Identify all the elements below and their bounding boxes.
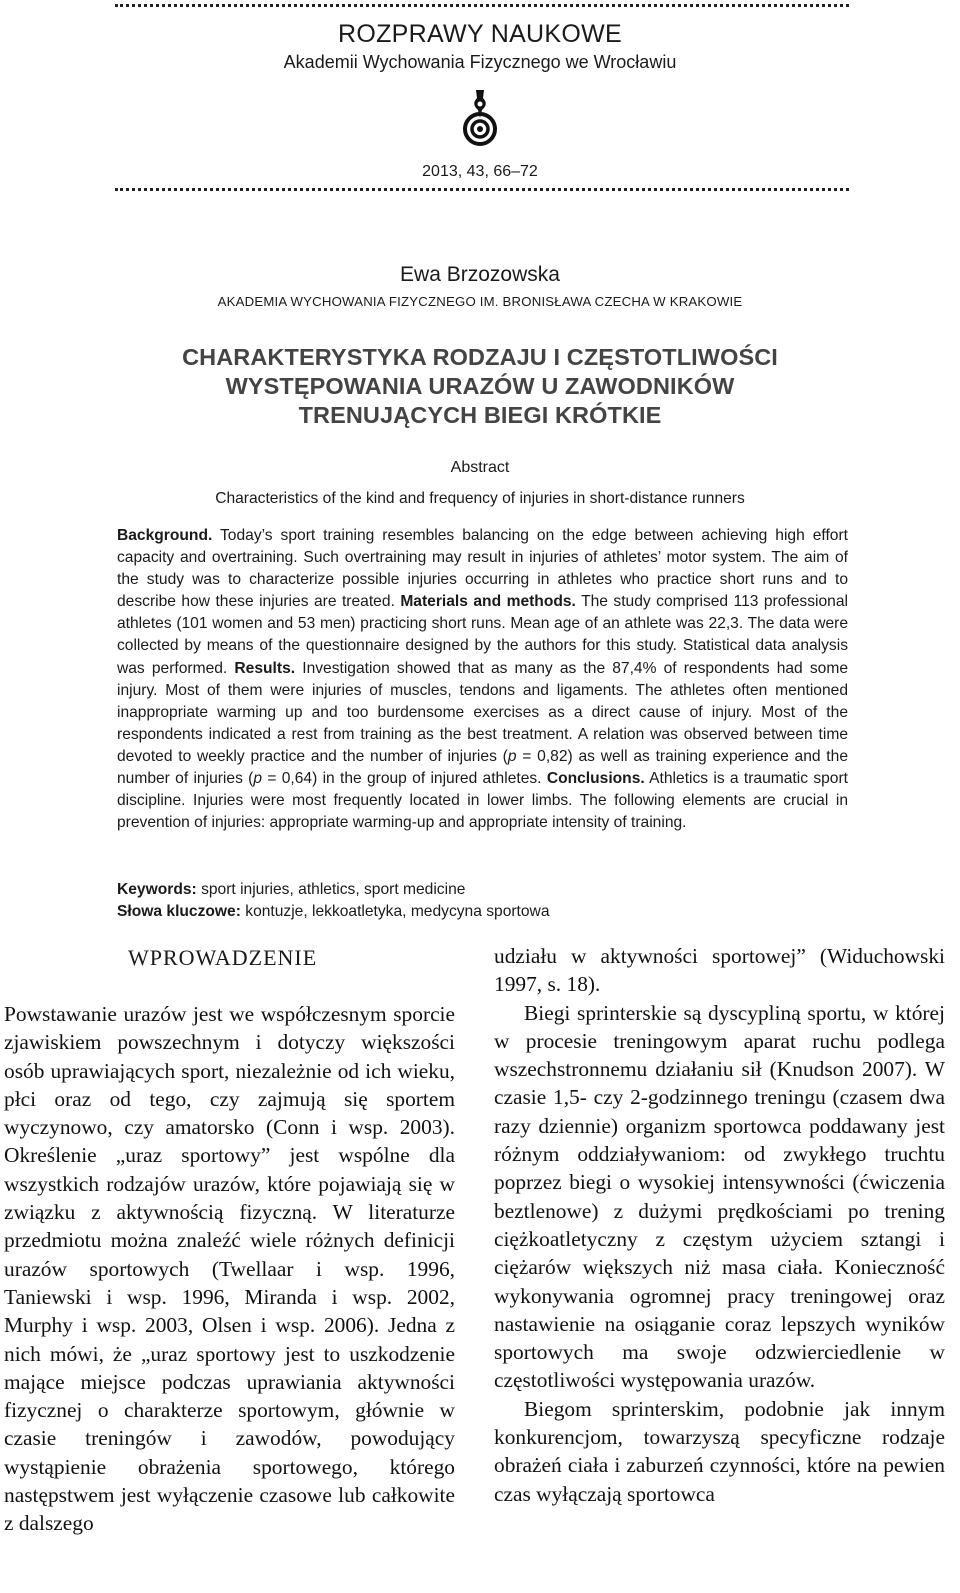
conclusions-label: Conclusions. xyxy=(546,770,645,788)
results-text-part: Investigation showed that as many as the 87,4% of respondents had some injury. Most of them were injuries of muscles, tendons and ligaments. The athletes often mentioned inappropriate warming up and too burdensome exercises as a direct cause of injury. Most of the respondents indicated a rest from training as the best treatment. A relation was observed between time devoted to weekly practice and the number of injuries ( xyxy=(117,659,848,765)
article-title xyxy=(0,343,960,430)
author-affiliation: AKADEMIA WYCHOWANIA FIZYCZNEGO IM. BRONISŁAWA CZECHA W KRAKOWIE xyxy=(217,294,743,309)
keywords-text: sport injuries, athletics, sport medicine xyxy=(201,881,466,898)
p-value-symbol: p xyxy=(507,747,517,765)
p-value-symbol: p xyxy=(253,770,263,788)
body-paragraph: Biegom sprinterskim, podobnie jak innym konkurencjom, towarzyszą specyficzne rodzaje obrażeń ciała i zaburzeń czynności, które na pewien czas wyłączają sportowca xyxy=(494,1396,945,1506)
journal-logo-icon xyxy=(460,88,500,148)
results-label: Results. xyxy=(234,659,296,677)
conclusions-text: Athletics is a traumatic sport discipline. Injuries were most frequently located in lower limbs. The following elements are crucial in prevention of injuries: appropriate warming-up and appropriate intensity of training. xyxy=(117,770,848,832)
keywords-line xyxy=(117,881,465,899)
volume-info: 2013, 43, 66–72 xyxy=(422,163,538,180)
body-paragraph: Powstawanie urazów jest we współczesnym sporcie zjawiskiem powszechnym i dotyczy większości osób uprawiających sport, niezależnie od ich wieku, płci oraz od tego, czy zajmują się sportem wyczynowo, czy amatorsko (Conn i wsp. 2003). Określenie „uraz sportowy” jest wspólne dla wszystkich rodzajów urazów, które pojawiają się w związku z aktywnością fizyczną. W literaturze przedmiotu można znaleźć wiele różnych definicji urazów sportowych (Twellaar i wsp. 1996, Taniewski i wsp. 1996, Miranda i wsp. 2002, Murphy i wsp. 2003, Olsen i wsp. 2006). Jedna z nich mówi, że „uraz sportowy jest to uszkodzenie mające miejsce podczas uprawiania aktywności fizycznej o charakterze sportowym, głównie w czasie treningów i zawodów, powodujący wystąpienie obrażenia sportowego, którego następstwem jest wyłączenie czasowe lub całkowite z dalszego xyxy=(4,1002,455,1536)
section-heading: WPROWADZENIE xyxy=(128,945,318,970)
top-dotted-rule xyxy=(115,4,849,7)
slowa-kluczowe-label: Słowa kluczowe: xyxy=(117,903,241,920)
journal-subtitle: Akademii Wychowania Fizycznego we Wrocławiu xyxy=(283,52,677,72)
results-text-part: = 0,82) as well as training experience and the number of injuries ( xyxy=(117,747,848,788)
results-text-part: = 0,64) in the group of injured athletes. xyxy=(262,770,542,788)
abstract-label: Abstract xyxy=(450,459,510,476)
background-text: Today’s sport training resembles balancing on the edge between achieving high effort capacity and overtraining. Such overtraining may result in injuries of athletes’ motor system. The aim of the study was to characterize possible injuries occurring in athletes who practice short runs and to describe how these injuries are treated. xyxy=(117,527,848,611)
results-text xyxy=(117,660,848,787)
body-paragraph: udziału w aktywności sportowej” (Widuchowski 1997, s. 18). xyxy=(494,944,945,997)
keywords-label: Keywords: xyxy=(117,881,197,898)
article-title-line: CHARAKTERYSTYKA RODZAJU I CZĘSTOTLIWOŚCI xyxy=(182,344,778,370)
article-title-line: WYSTĘPOWANIA URAZÓW U ZAWODNIKÓW xyxy=(225,373,735,399)
abstract-english-title: Characteristics of the kind and frequency of injuries in short-distance runners xyxy=(215,490,745,507)
methods-text: The study comprised 113 professional athletes (101 women and 53 men) practicing short runs. Mean age of an athlete was 22,3. The data were collected by means of the questionnaire designed by the authors for this study. Statistical data analysis was performed. xyxy=(117,593,848,677)
slowa-kluczowe-line xyxy=(117,903,550,921)
body-paragraph: Biegi sprinterskie są dyscypliną sportu, w której w procesie treningowym aparat ruchu podlega wszechstronnemu działaniu sił (Knudson 2007). W czasie 1,5- czy 2-godzinnego treningu (czasem dwa razy dziennie) organizm sportowca poddawany jest różnym oddziaływaniom: od zwykłego truchtu poprzez biegi o wysokiej intensywności (ćwiczenia beztlenowe) z dużymi prędkościami po trening ciężkoatletyczny z częstym użyciem sztangi i ciężarów większych niż masa ciała. Konieczność wykonywania ogromnej pracy treningowej oraz nastawienie na osiąganie coraz lepszych wyników sportowych ma swoje odzwierciedlenie w częstotliwości występowania urazów. xyxy=(494,1000,945,1393)
body-right-column xyxy=(494,942,945,1508)
slowa-kluczowe-text: kontuzje, lekkoatletyka, medycyna sportowa xyxy=(245,903,550,920)
article-title-line: TRENUJĄCYCH BIEGI KRÓTKIE xyxy=(298,402,662,428)
journal-title: ROZPRAWY NAUKOWE xyxy=(338,20,622,48)
methods-label: Materials and methods. xyxy=(400,593,576,611)
body-left-column xyxy=(4,1000,455,1538)
background-label: Background. xyxy=(117,527,213,544)
header-dotted-rule xyxy=(115,188,849,191)
abstract-body xyxy=(117,525,848,834)
author-name: Ewa Brzozowska xyxy=(400,263,560,286)
